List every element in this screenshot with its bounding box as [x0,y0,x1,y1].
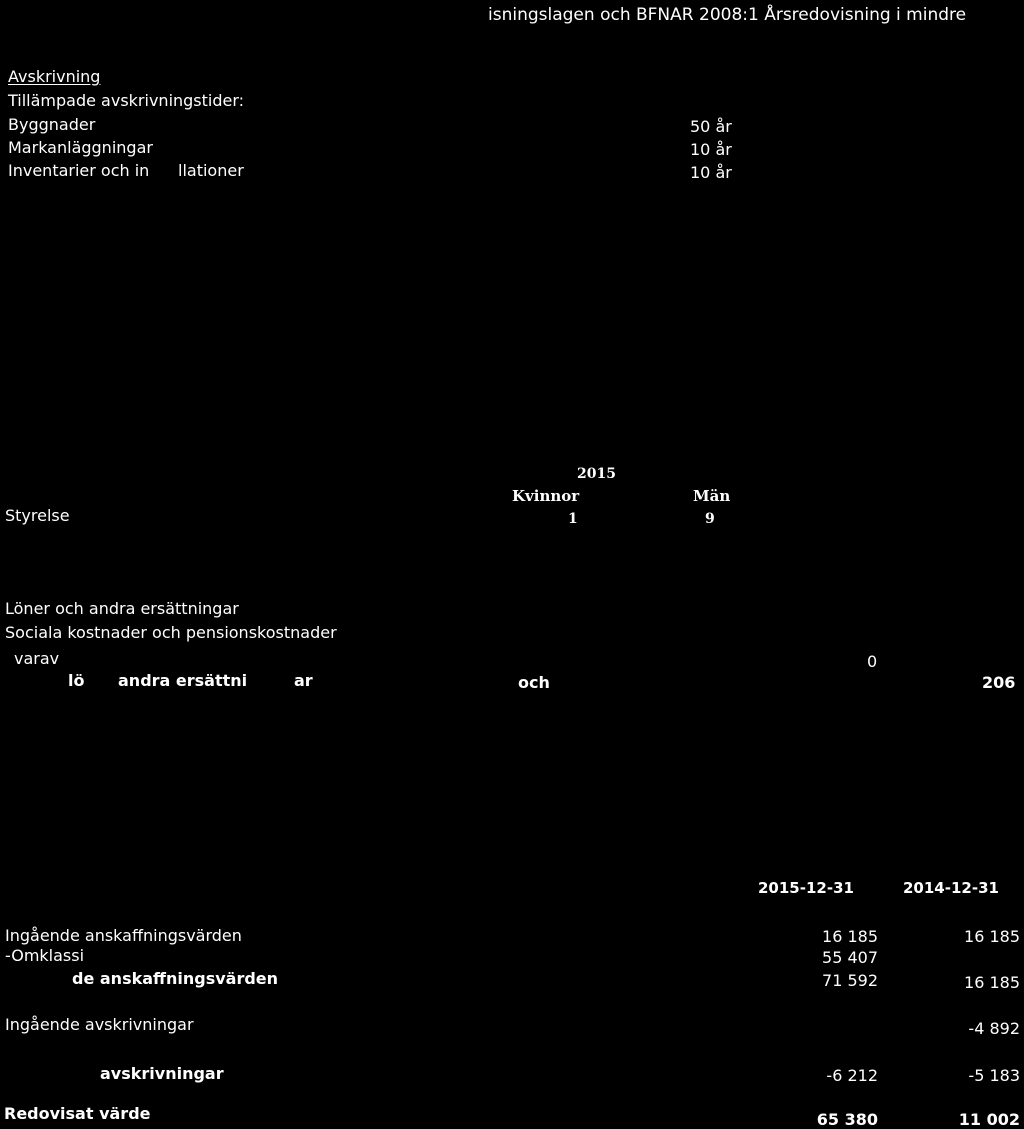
assets-row-2015-closing-cost: 71 592 [822,971,878,990]
board-row-label: Styrelse [5,506,70,525]
salaries-line-4c: ar [294,671,313,690]
assets-row-2014-opening-depreciation: -4 892 [968,1019,1020,1038]
assets-row-2014-opening-cost: 16 185 [964,927,1020,946]
salaries-line-4-value: 206 [982,673,1016,692]
assets-row-2014-book-value: 11 002 [958,1110,1020,1129]
board-col-men: Män [693,487,731,505]
page-header: isningslagen och BFNAR 2008:1 Årsredovisning i mindre [488,5,967,25]
board-men-count: 9 [705,511,715,527]
depreciation-label-equipment: Inventarier och in [8,161,150,180]
depreciation-value-land: 10 år [690,140,732,159]
assets-row-2015-opening-cost: 16 185 [822,927,878,946]
salaries-line-4a: lö [68,671,85,690]
salaries-line-3-value: 0 [867,652,878,671]
assets-row-label-closing-cost: de anskaffningsvärden [72,969,279,988]
assets-row-2015-book-value: 65 380 [816,1110,878,1129]
salaries-line-2: Sociala kostnader och pensionskostnader [5,623,337,642]
depreciation-heading: Avskrivning [8,67,101,86]
board-year: 2015 [577,466,616,482]
board-col-women: Kvinnor [512,487,580,505]
depreciation-subheading: Tillämpade avskrivningstider: [8,91,245,110]
depreciation-label-land: Markanläggningar [8,138,153,157]
depreciation-label-buildings: Byggnader [8,115,96,134]
assets-row-label-depreciation: avskrivningar [100,1064,224,1083]
depreciation-value-equipment: 10 år [690,163,732,182]
assets-row-2014-depreciation: -5 183 [968,1066,1020,1085]
assets-row-2015-depreciation: -6 212 [826,1066,878,1085]
assets-row-2015-reclass: 55 407 [822,948,878,967]
assets-row-label-opening-cost: Ingående anskaffningsvärden [5,926,242,945]
assets-row-label-book-value: Redovisat värde [4,1104,151,1123]
assets-row-2014-closing-cost: 16 185 [964,973,1020,992]
depreciation-label-equipment-tail: llationer [178,161,244,180]
assets-col-2014: 2014-12-31 [903,879,999,897]
salaries-line-3: varav [14,649,60,668]
assets-row-label-opening-depreciation: Ingående avskrivningar [5,1015,194,1034]
assets-col-2015: 2015-12-31 [758,879,854,897]
salaries-line-4d: och [518,673,550,692]
assets-row-label-reclass: -Omklassi [5,946,85,965]
salaries-line-1: Löner och andra ersättningar [5,599,239,618]
depreciation-value-buildings: 50 år [690,117,732,136]
salaries-line-4b: andra ersättni [118,671,248,690]
board-women-count: 1 [568,511,578,527]
